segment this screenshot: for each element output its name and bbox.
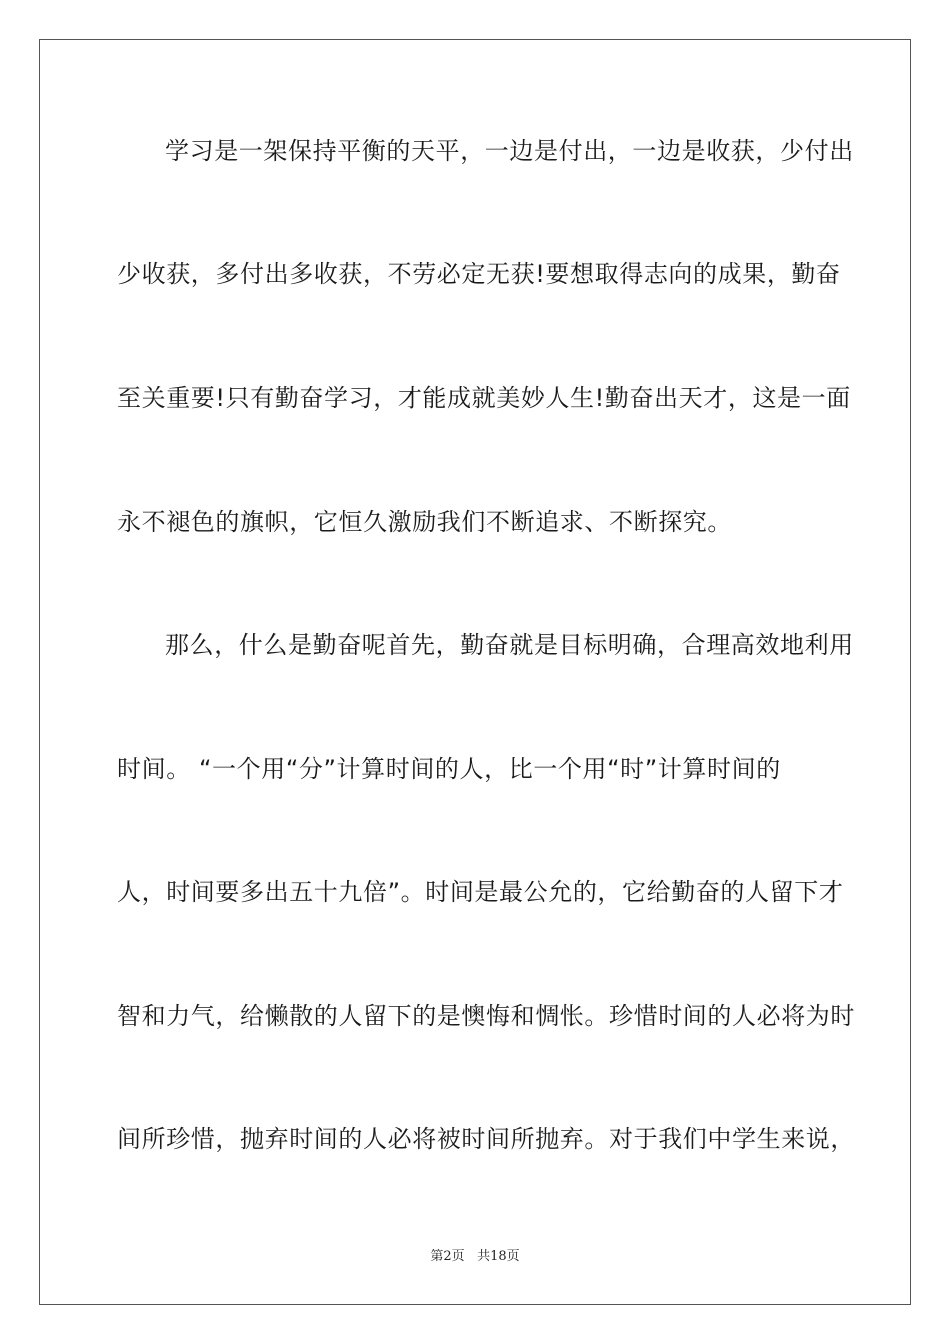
paragraph-1-line-3: 至关重要!只有勤奋学习，才能成就美妙人生!勤奋出天才，这是一面 [117,384,851,412]
page-total: 共18页 [477,1249,520,1264]
paragraph-1-line-2: 少收获，多付出多收获，不劳必定无获!要想取得志向的成果，勤奋 [117,260,841,288]
paragraph-1-line-4: 永不褪色的旗帜，它恒久激励我们不断追求、不断探究。 [117,508,732,536]
paragraph-2-line-5: 间所珍惜，抛弃时间的人必将被时间所抛弃。对于我们中学生来说， [117,1125,855,1153]
paragraph-1-line-1: 学习是一架保持平衡的天平，一边是付出，一边是收获，少付出 [165,137,854,165]
page-border [39,39,911,1305]
paragraph-2-line-4: 智和力气，给懒散的人留下的是懊悔和惆怅。珍惜时间的人必将为时 [117,1002,855,1030]
page-footer [0,1248,950,1266]
paragraph-2-line-3: 人，时间要多出五十九倍”。时间是最公允的，它给勤奋的人留下才 [117,878,844,906]
paragraph-2-line-2: 时间。 “一个用“分”计算时间的人，比一个用“时”计算时间的 [117,755,781,783]
page-number: 第2页 [430,1249,465,1264]
paragraph-2-line-1: 那么，什么是勤奋呢首先，勤奋就是目标明确，合理高效地利用 [165,631,854,659]
